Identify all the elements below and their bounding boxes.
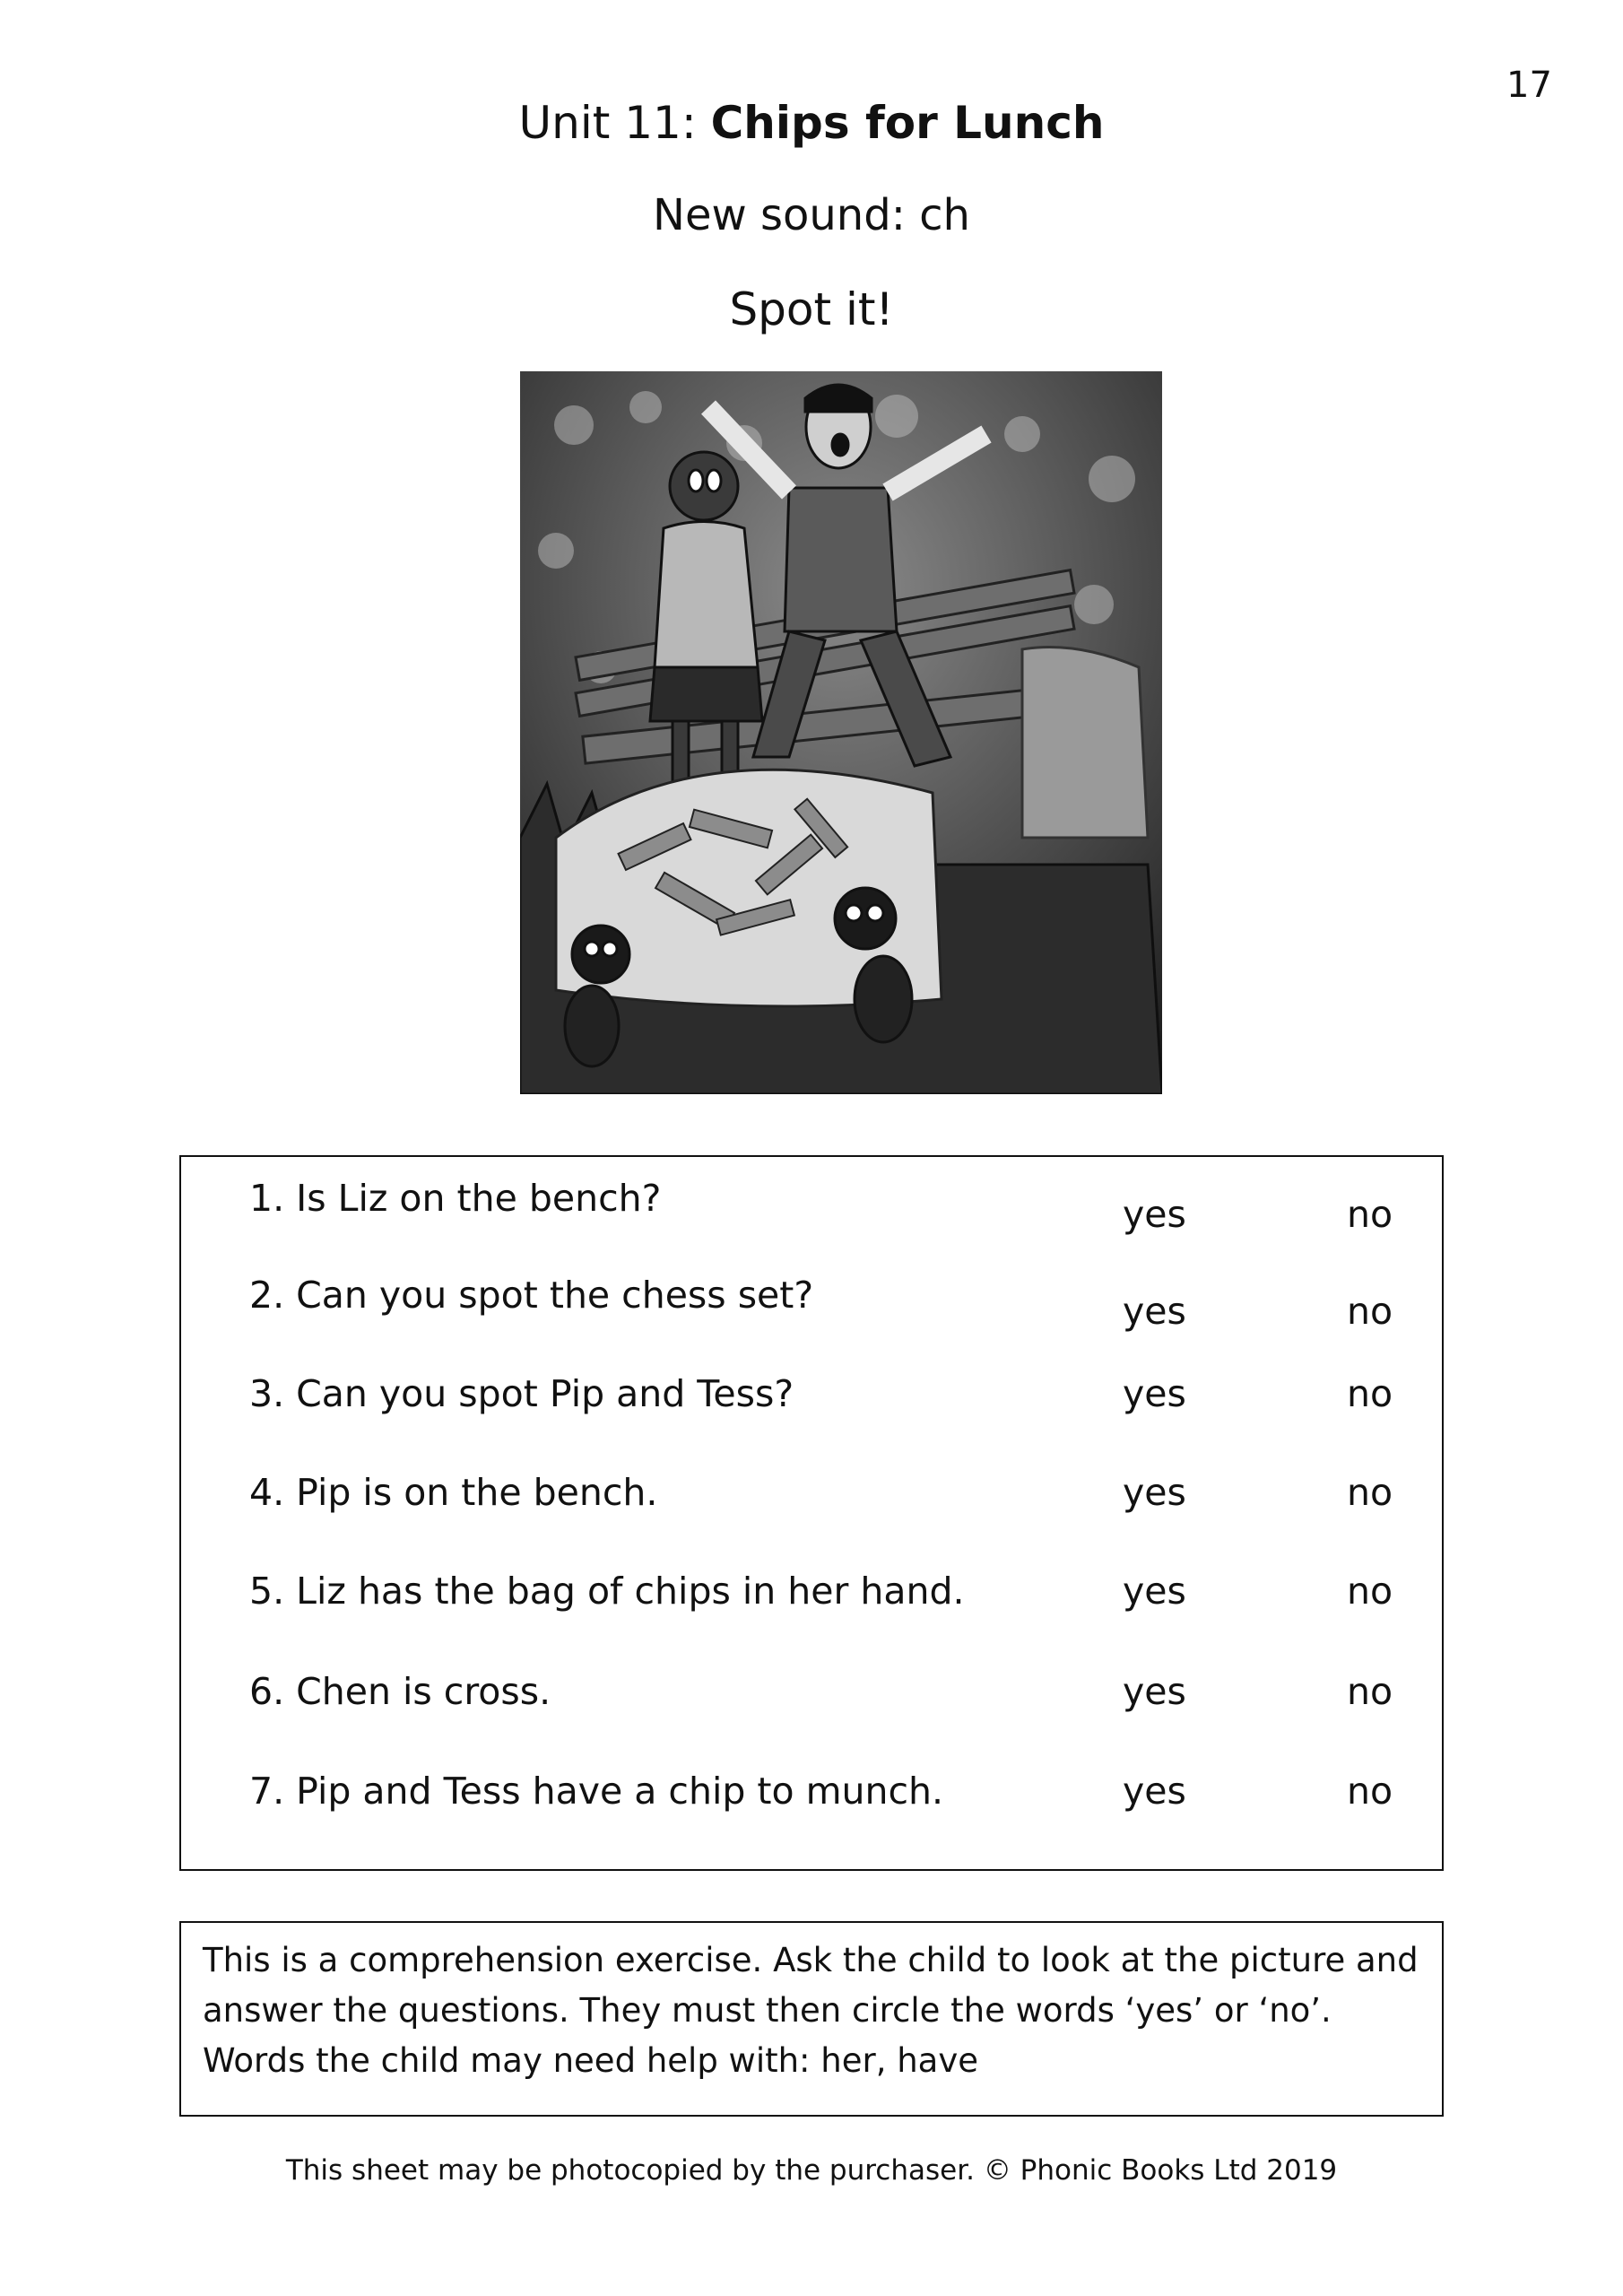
- answer-yes[interactable]: yes: [1123, 1670, 1186, 1713]
- answer-no[interactable]: no: [1347, 1770, 1393, 1813]
- question-text: 2. Can you spot the chess set?: [249, 1274, 814, 1317]
- answer-yes[interactable]: yes: [1123, 1471, 1186, 1514]
- answer-no[interactable]: no: [1347, 1372, 1393, 1415]
- answer-yes[interactable]: yes: [1123, 1770, 1186, 1813]
- question-row-4: [181, 1471, 1442, 1543]
- copyright-footer: This sheet may be photocopied by the purchaser. © Phonic Books Ltd 2019: [285, 2154, 1338, 2187]
- answer-no[interactable]: no: [1347, 1471, 1393, 1514]
- unit-prefix: Unit 11:: [518, 97, 711, 149]
- answer-yes[interactable]: yes: [1123, 1372, 1186, 1415]
- question-text: 5. Liz has the bag of chips in her hand.: [249, 1570, 965, 1613]
- illustration-drawing: [520, 371, 1162, 1094]
- answer-no[interactable]: no: [1347, 1570, 1393, 1613]
- note-line-2: answer the questions. They must then circle the words ‘yes’ or ‘no’.: [203, 1991, 1332, 2030]
- question-row-6: [181, 1670, 1442, 1742]
- answer-no[interactable]: no: [1347, 1193, 1393, 1236]
- new-sound-label: New sound: ch: [653, 190, 970, 240]
- question-row-1: [181, 1177, 1442, 1248]
- page-number: 17: [1506, 65, 1552, 106]
- question-row-7: [181, 1770, 1442, 1841]
- questions-box: [179, 1155, 1444, 1871]
- question-text: 6. Chen is cross.: [249, 1670, 551, 1713]
- instruction-heading: Spot it!: [729, 283, 894, 335]
- answer-no[interactable]: no: [1347, 1290, 1393, 1333]
- answer-no[interactable]: no: [1347, 1670, 1393, 1713]
- answer-yes[interactable]: yes: [1123, 1290, 1186, 1333]
- question-text: 1. Is Liz on the bench?: [249, 1177, 662, 1220]
- unit-title-text: Chips for Lunch: [710, 97, 1105, 149]
- question-row-5: [181, 1570, 1442, 1641]
- unit-title: [0, 97, 1623, 149]
- question-text: 4. Pip is on the bench.: [249, 1471, 658, 1514]
- teacher-note-box: [179, 1921, 1444, 2117]
- question-text: 3. Can you spot Pip and Tess?: [249, 1372, 794, 1415]
- note-line-3: Words the child may need help with: her, have: [203, 2041, 979, 2080]
- note-line-1: This is a comprehension exercise. Ask the child to look at the picture and: [203, 1941, 1419, 1979]
- answer-yes[interactable]: yes: [1123, 1193, 1186, 1236]
- question-text: 7. Pip and Tess have a chip to munch.: [249, 1770, 944, 1813]
- question-row-2: [181, 1274, 1442, 1345]
- question-row-3: [181, 1372, 1442, 1444]
- answer-yes[interactable]: yes: [1123, 1570, 1186, 1613]
- illustration-park-bench: [520, 371, 1162, 1094]
